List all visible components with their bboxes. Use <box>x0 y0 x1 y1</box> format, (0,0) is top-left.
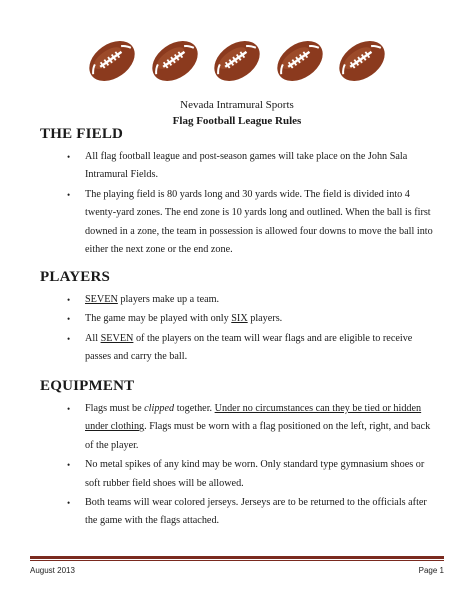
document-title: Flag Football League Rules <box>172 115 302 127</box>
rule-text: . Flags must be worn with a flag positioned on the left, right, and back of the player. <box>85 421 431 451</box>
list-item <box>40 148 440 185</box>
bullet-icon: • <box>67 295 71 305</box>
equipment-rules-list <box>40 400 440 531</box>
rule-text: together. <box>174 403 215 414</box>
section-equipment <box>40 378 440 532</box>
list-item <box>40 291 440 309</box>
org-name: Nevada Intramural Sports <box>180 99 294 111</box>
rule-text: Flags must be <box>85 403 145 414</box>
footer-divider-thin <box>30 560 444 561</box>
rule-text: All flag football league and post-season games will take place on the John Sala Intramural Fields. <box>85 151 408 181</box>
list-item <box>40 330 440 367</box>
emphasis-text: SEVEN <box>85 294 118 305</box>
rule-text: No metal spikes of any kind may be worn. Only standard type gymnasium shoes or soft rubber field shoes will be allowed. <box>85 459 425 489</box>
bullet-icon: • <box>67 152 71 162</box>
football-icon <box>84 30 140 92</box>
rule-text: All <box>85 332 101 344</box>
bullet-icon: • <box>67 189 71 200</box>
rule-text: players. <box>247 313 283 325</box>
football-icon <box>272 30 328 92</box>
italic-text: clipped <box>144 403 175 414</box>
bullet-icon: • <box>67 460 71 471</box>
bullet-icon: • <box>67 404 71 414</box>
section-heading-players: PLAYERS <box>40 269 111 285</box>
list-item <box>40 310 440 328</box>
section-heading-field: THE FIELD <box>40 126 124 142</box>
rule-text: Both teams will wear colored jerseys. Jerseys are to be returned to the officials after the game with the flags attached. <box>85 497 427 527</box>
bullet-icon: • <box>67 314 71 325</box>
section-players <box>40 269 440 368</box>
emphasis-text: SEVEN <box>100 332 134 344</box>
section-field <box>40 126 440 260</box>
rule-text: The playing field is 80 yards long and 30 yards wide. The field is divided into 4 twenty-yard zones. The end zone is 10 yards long and outlined. When the ball is first downed in a zone, the team in possession is allowed four downs to move the ball into either the next zone or the end zone. <box>85 188 433 256</box>
emphasis-text: SIX <box>231 313 248 325</box>
page-number: Page 1 <box>418 566 444 575</box>
list-item <box>40 456 440 493</box>
list-item <box>40 186 440 260</box>
field-rules-list <box>40 148 440 259</box>
football-icon <box>209 30 265 92</box>
rule-text: The game may be played with only <box>85 313 232 325</box>
football-icon <box>334 30 390 92</box>
players-rules-list <box>40 291 440 367</box>
bullet-icon: • <box>67 498 71 509</box>
footer-divider <box>30 556 444 559</box>
list-item <box>40 494 440 531</box>
emphasis-text: Under no circumstances can they be tied or hidden under clothing <box>85 403 422 433</box>
bullet-icon: • <box>67 333 71 344</box>
list-item <box>40 400 440 455</box>
rule-text: of the players on the team will wear flags and are eligible to receive passes and carry the ball. <box>85 332 413 363</box>
rule-text: players make up a team. <box>117 294 220 305</box>
footer-date: August 2013 <box>30 566 75 575</box>
section-heading-equipment: EQUIPMENT <box>40 378 135 394</box>
football-icon <box>147 30 203 92</box>
football-row <box>84 30 390 92</box>
